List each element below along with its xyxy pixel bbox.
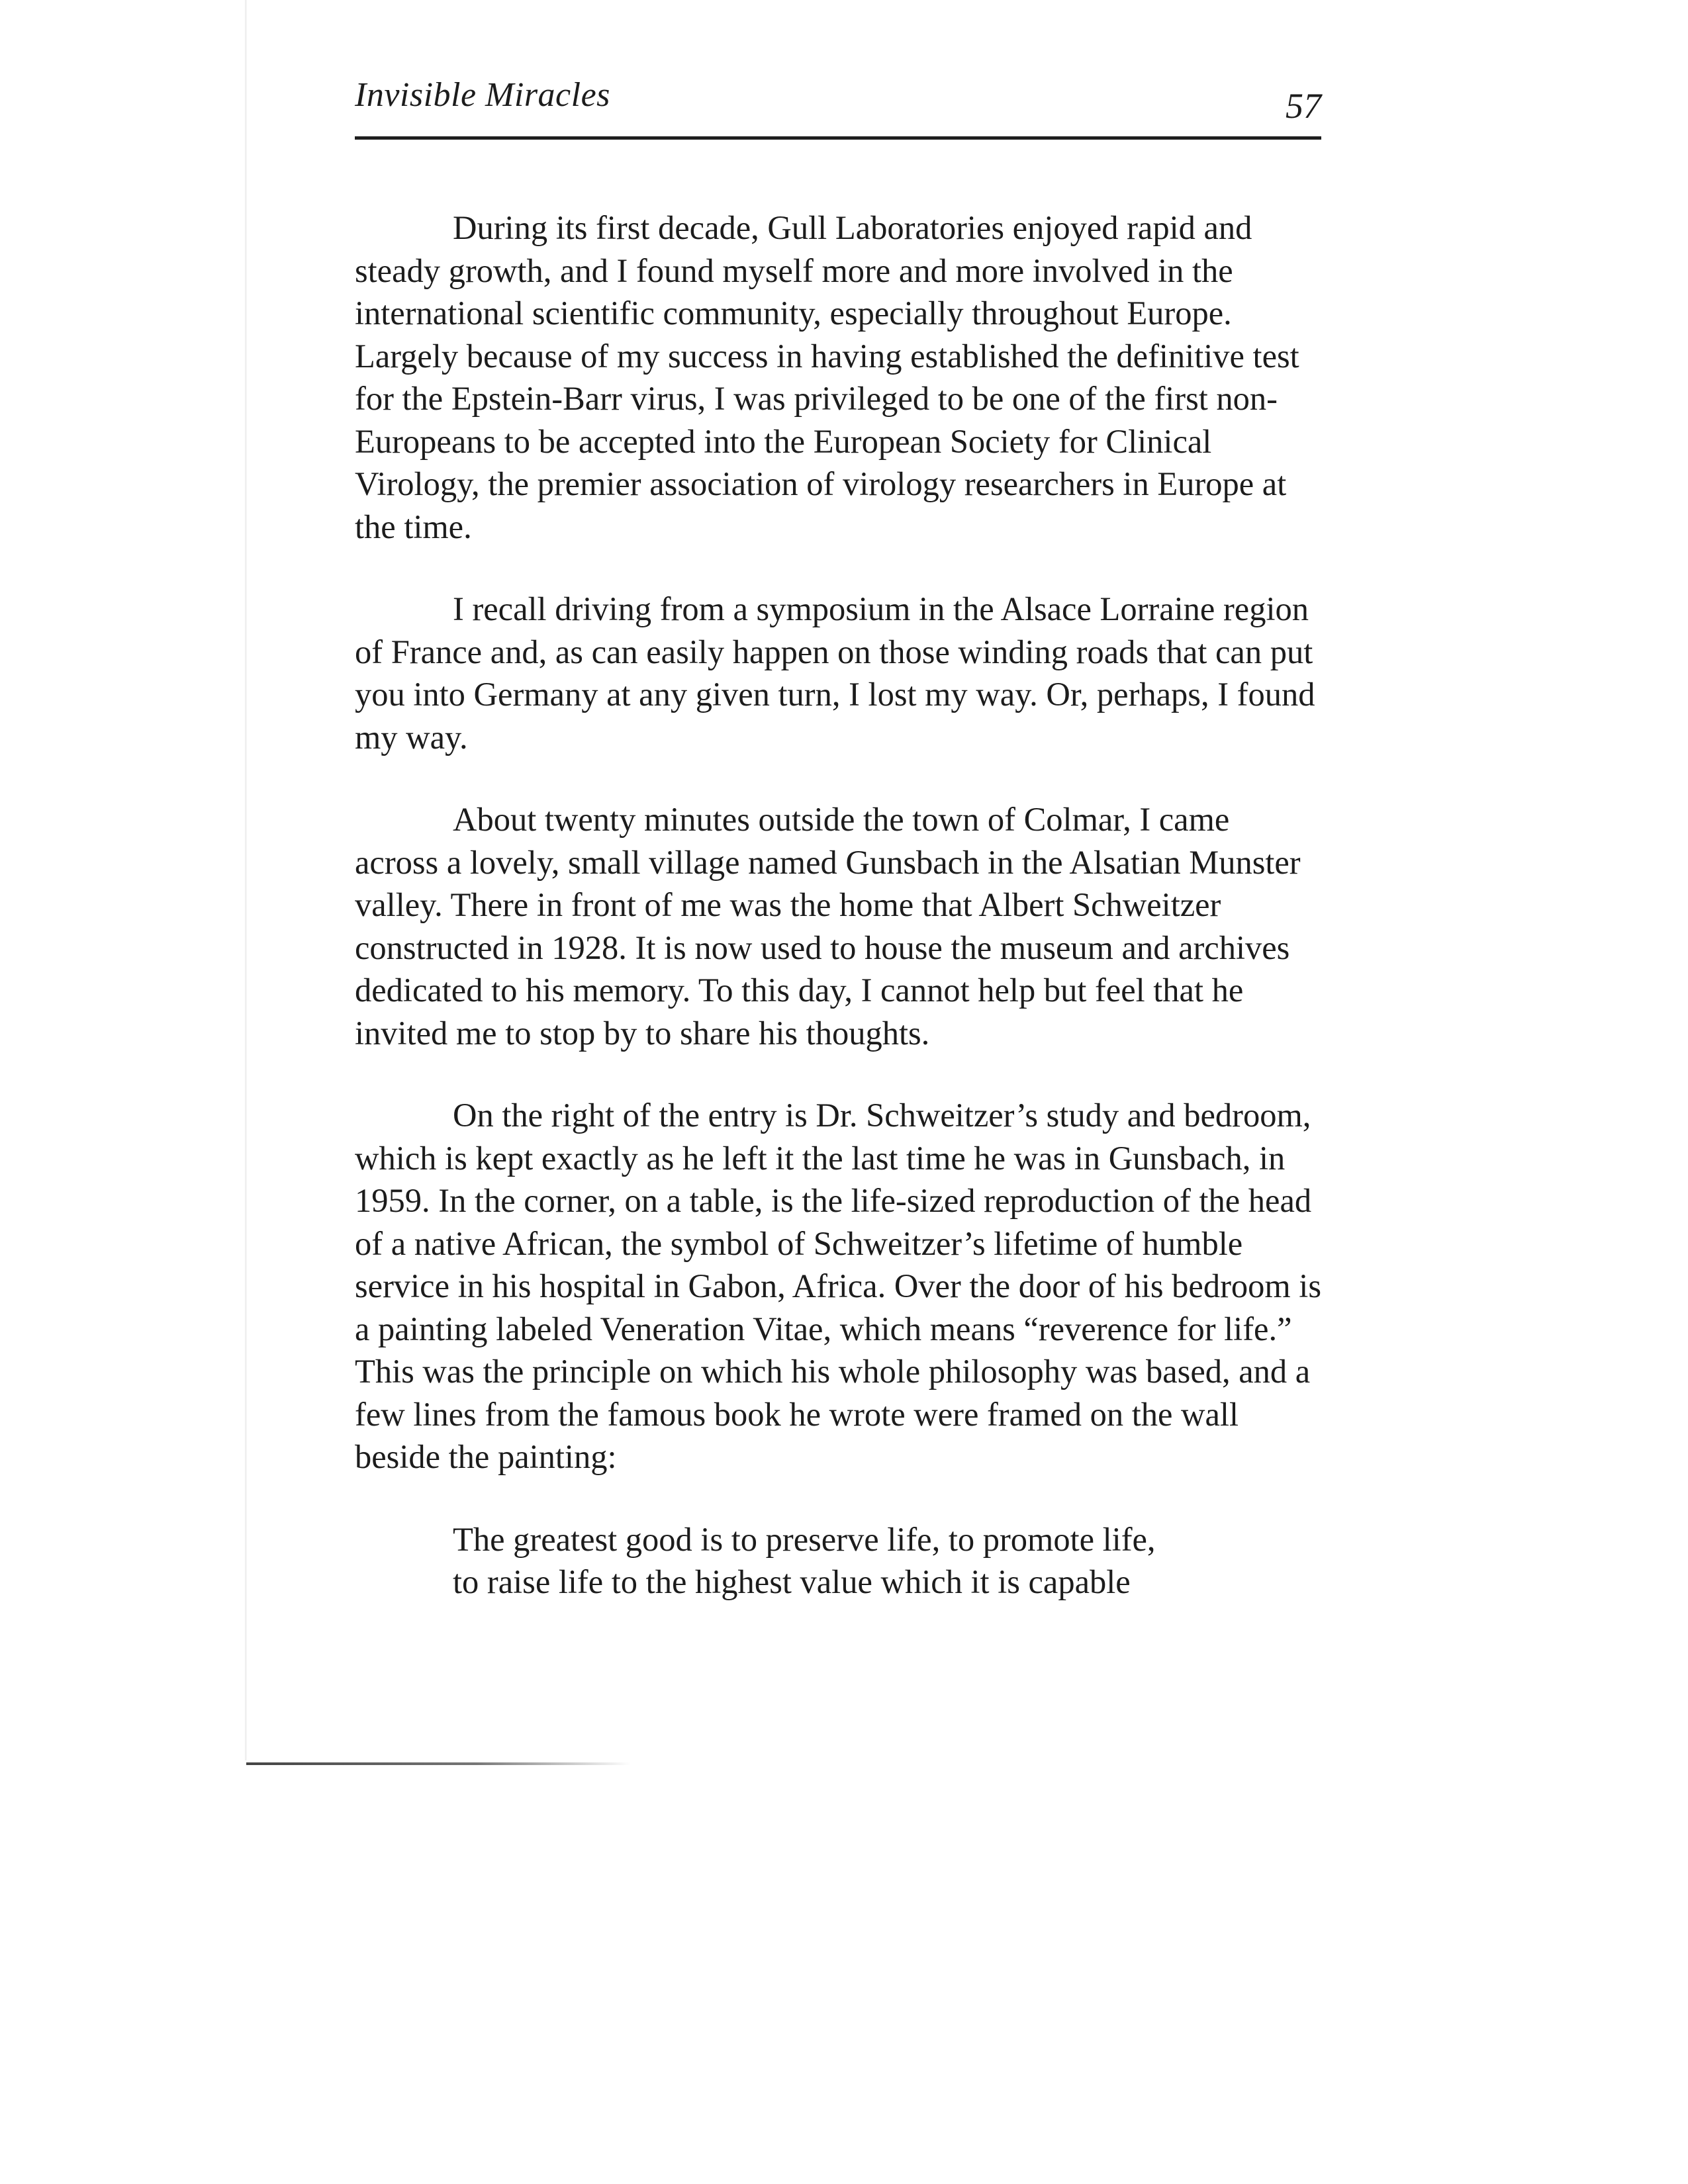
paragraph-4: On the right of the entry is Dr. Schweitzer’s study and bedroom, which is kept exactly as he left it the last time he was in Gunsbach, in 1959. In the corner, on a table, is the life-sized reproduction of the head of a native African, the symbol of Schweitzer’s lifetime of humble service in his hospital in Gabon, Africa. Over the door of his bedroom is a painting labeled Veneration Vitae, which means “reverence for life.” This was the principle on which his whole philosophy was based, and a few lines from the famous book he wrote were framed on the wall beside the painting:: [355, 1097, 1321, 1475]
body-text: [355, 206, 1321, 1604]
block-quote: [355, 1518, 1321, 1604]
paragraph-3: About twenty minutes outside the town of Colmar, I came across a lovely, small village named Gunsbach in the Alsatian Munster valley. There in front of me was the home that Albert Schweitzer constructed in 1928. It is now used to house the museum and archives dedicated to his memory. To this day, I cannot help but feel that he invited me to stop by to share his thoughts.: [355, 801, 1301, 1052]
quote-line-1: The greatest good is to preserve life, to promote life,: [453, 1520, 1156, 1558]
scan-page-edge: [245, 0, 247, 1760]
book-title: Invisible Miracles: [355, 76, 610, 114]
page-bottom-rule: [246, 1762, 630, 1765]
paragraph-1: During its first decade, Gull Laboratories enjoyed rapid and steady growth, and I found myself more and more involved in the international scientific community, especially throughout Europe. Largely because of my success in having established the definitive test for the Epstein-Barr virus, I was privileged to be one of the first non-Europeans to be accepted into the European Society for Clinical Virology, the premier association of virology researchers in Europe at the time.: [355, 209, 1299, 545]
page-number: 57: [1286, 86, 1321, 126]
running-head: [355, 73, 1321, 140]
quote-line-2: to raise life to the highest value which it is capable: [453, 1563, 1131, 1600]
paragraph-2: I recall driving from a symposium in the Alsace Lorraine region of France and, as can easily happen on those winding roads that can put you into Germany at any given turn, I lost my way. Or, perhaps, I found my way.: [355, 590, 1315, 756]
